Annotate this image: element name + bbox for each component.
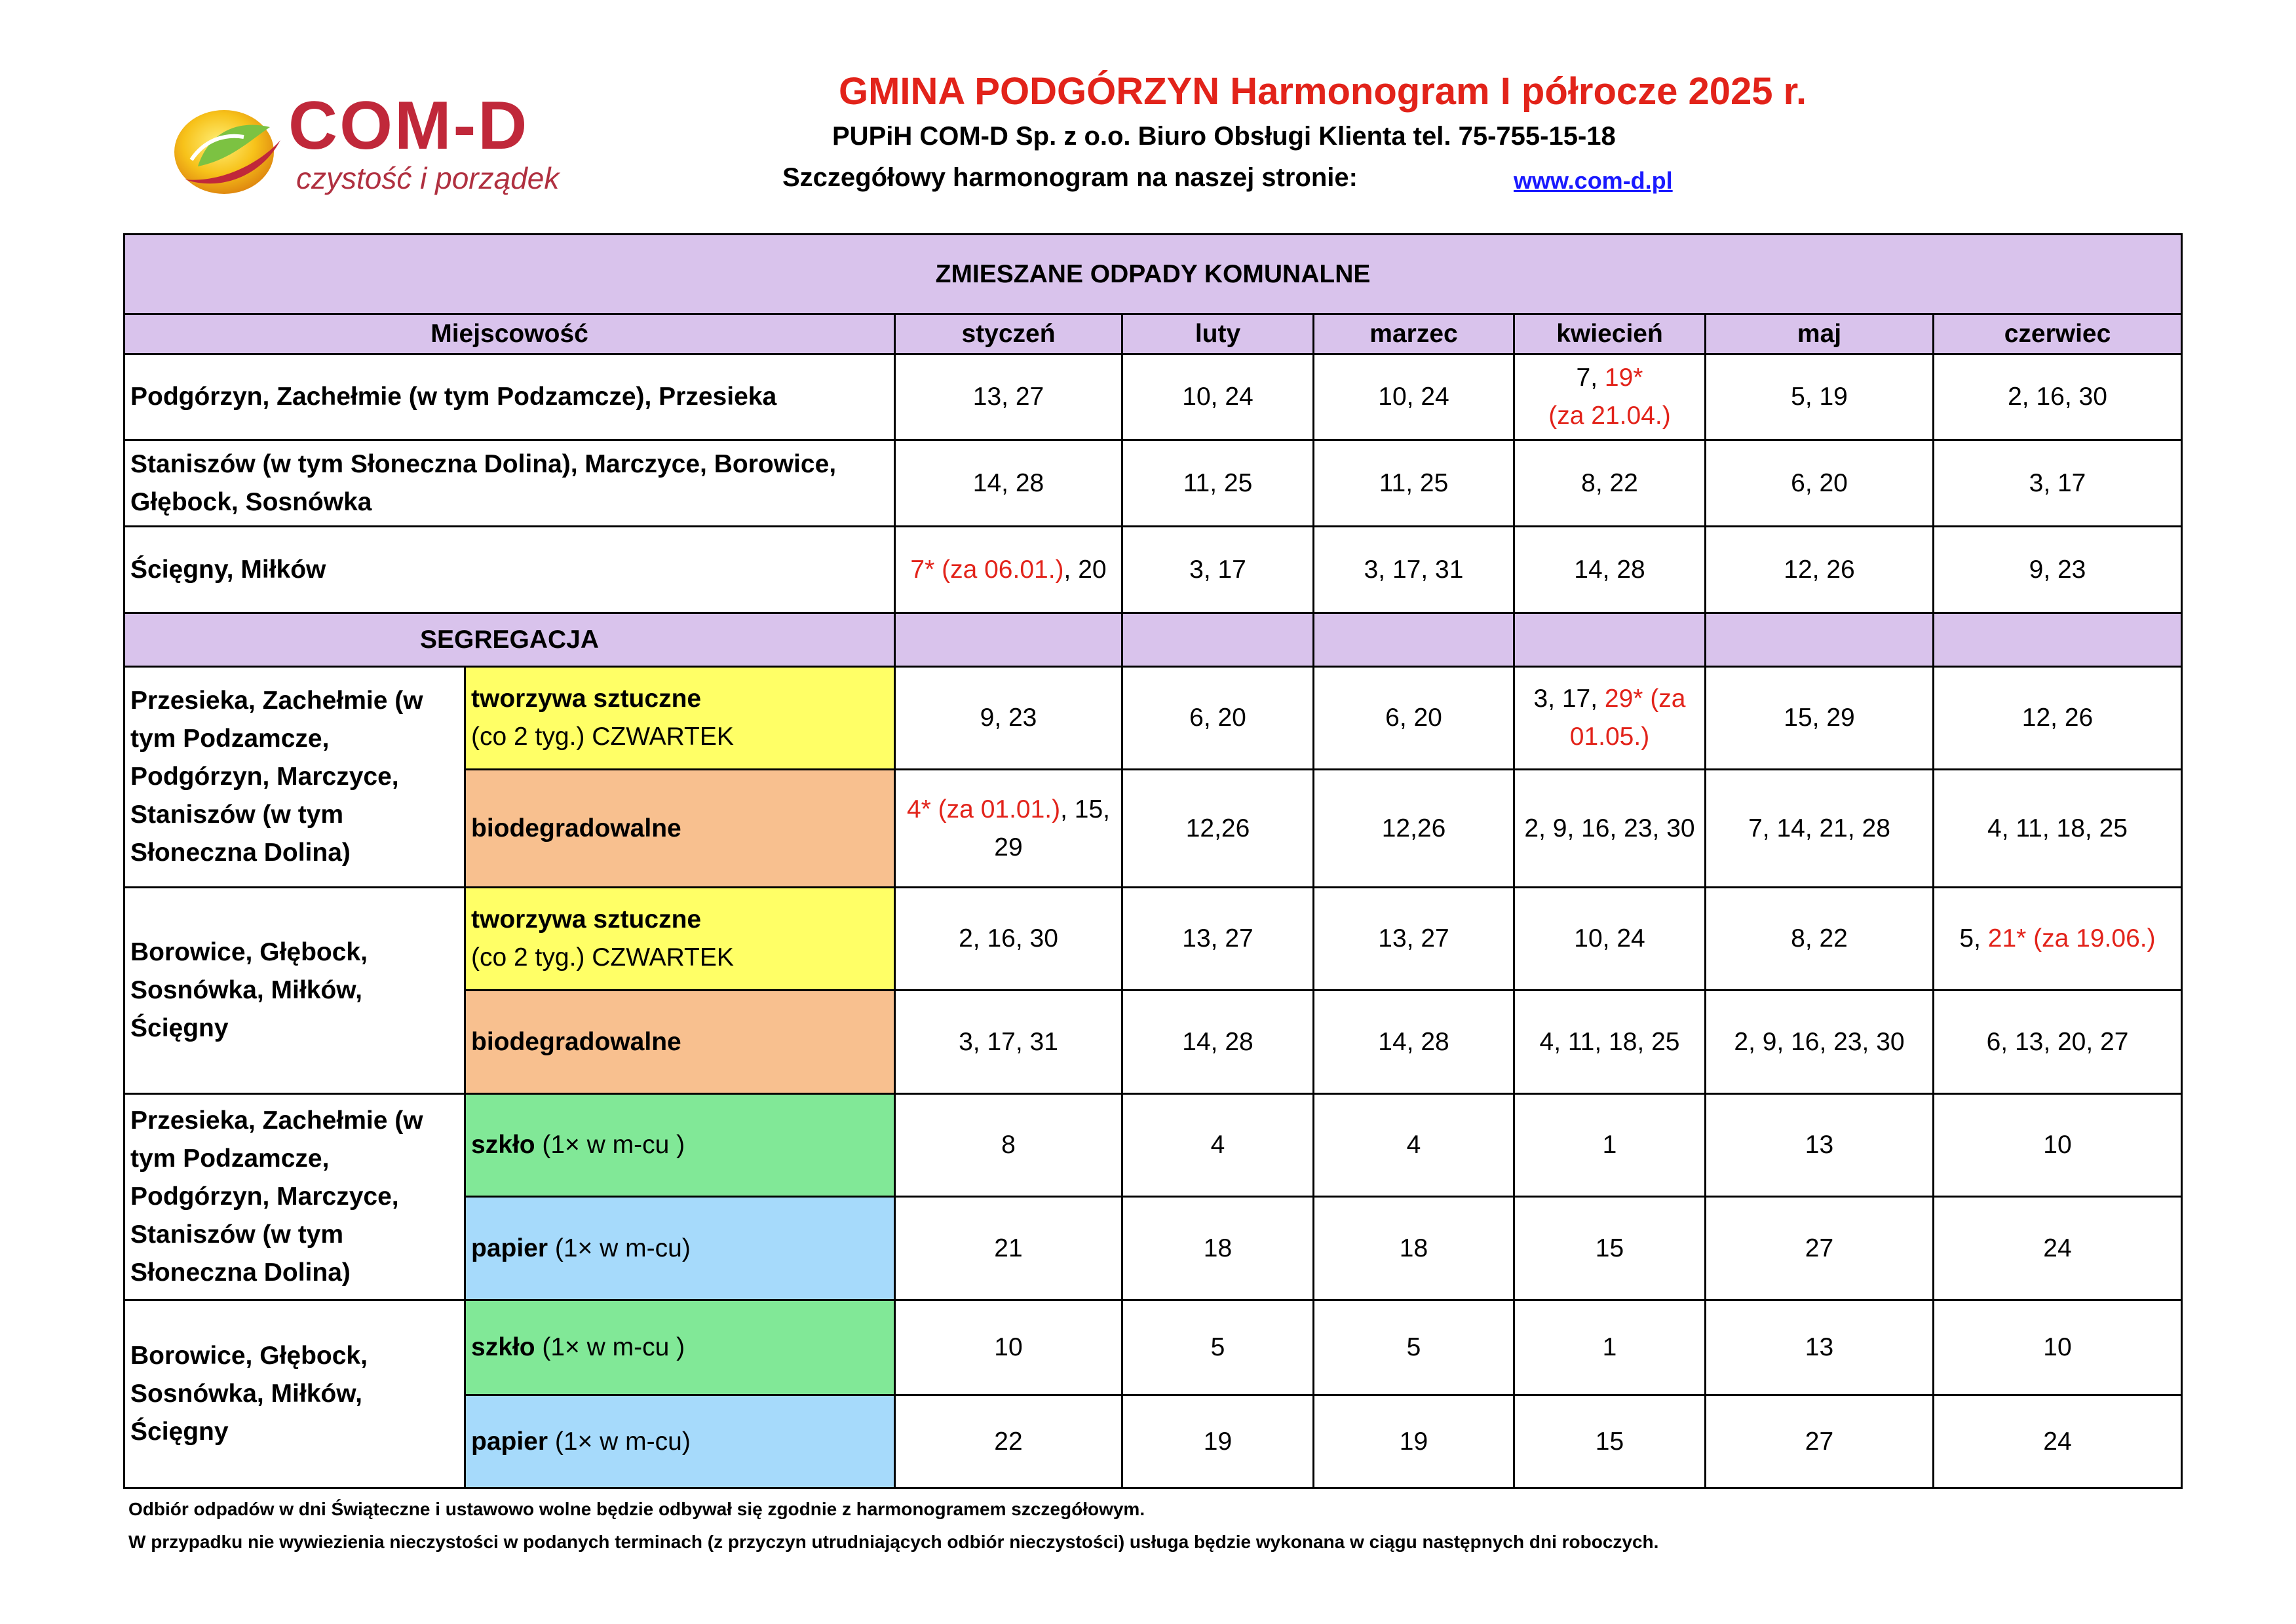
date-cell: 11, 25 [1314, 440, 1514, 527]
date-cell: 13 [1706, 1094, 1934, 1197]
waste-frequency: (1× w m-cu) [548, 1427, 691, 1456]
company-contact: PUPiH COM-D Sp. z o.o. Biuro Obsługi Klienta tel. 75-755-15-18 [832, 122, 1616, 151]
date-cell: 12, 26 [1706, 527, 1934, 613]
month-header-maj: maj [1706, 314, 1934, 354]
table-row [124, 1094, 2182, 1197]
place-cell: Staniszów (w tym Słoneczna Dolina), Marczyce, Borowice, Głębock, Sosnówka [124, 440, 895, 527]
date-cell: 8, 22 [1514, 440, 1706, 527]
table-row [124, 888, 2182, 991]
date-cell: 15 [1514, 1395, 1706, 1488]
table-row [124, 440, 2182, 527]
month-header-marzec: marzec [1314, 314, 1514, 354]
date-cell: 5 [1314, 1300, 1514, 1395]
header-blank [1122, 613, 1314, 667]
date-cell: 4, 11, 18, 25 [1514, 991, 1706, 1094]
waste-type-name: tworzywa sztuczne [471, 905, 702, 934]
header-blank [1706, 613, 1934, 667]
shifted-date: 7* (za 06.01.) [910, 555, 1064, 584]
details-text: Szczegółowy harmonogram na naszej stronie: [782, 163, 1358, 192]
place-header: Miejscowość [124, 314, 895, 354]
date-cell: 18 [1314, 1197, 1514, 1300]
waste-type-paper [465, 1395, 895, 1488]
place-cell: Przesieka, Zachełmie (w tym Podzamcze, Podgórzyn, Marczyce, Staniszów (w tym Słoneczna Dolina) [124, 1094, 465, 1300]
waste-type-plastic [465, 667, 895, 770]
waste-type-bio: biodegradowalne [465, 991, 895, 1094]
date-cell: 8, 22 [1706, 888, 1934, 991]
date-cell [1514, 667, 1706, 770]
date-cell: 10, 24 [1514, 888, 1706, 991]
page-title: GMINA PODGÓRZYN Harmonogram I półrocze 2025 r. [839, 70, 1807, 113]
waste-type-name: papier [471, 1234, 548, 1262]
month-header-czerwiec: czerwiec [1934, 314, 2182, 354]
date-cell: 6, 20 [1314, 667, 1514, 770]
table-row [124, 667, 2182, 770]
date-cell [1934, 888, 2182, 991]
mixed-title-row [124, 235, 2182, 314]
date-cell: 3, 17, 31 [1314, 527, 1514, 613]
date-cell: 13, 27 [895, 354, 1122, 440]
date-cell [1514, 354, 1706, 440]
date-cell: 14, 28 [1122, 991, 1314, 1094]
waste-type-name: papier [471, 1427, 548, 1456]
date-cell: 12, 26 [1934, 667, 2182, 770]
schedule-table [123, 233, 2183, 1489]
footer-note-holidays: Odbiór odpadów w dni Świąteczne i ustawowo wolne będzie odbywał się zgodnie z harmonogramem szczegółowym. [128, 1499, 1145, 1519]
mixed-waste-title: ZMIESZANE ODPADY KOMUNALNE [124, 235, 2182, 314]
date-cell: 14, 28 [1514, 527, 1706, 613]
date-cell: 6, 20 [1122, 667, 1314, 770]
month-header-kwiecien: kwiecień [1514, 314, 1706, 354]
waste-type-name: szkło [471, 1333, 535, 1361]
date-cell: 5 [1122, 1300, 1314, 1395]
waste-frequency: (co 2 tyg.) CZWARTEK [471, 723, 734, 751]
waste-type-name: szkło [471, 1131, 535, 1159]
place-cell: Borowice, Głębock, Sosnówka, Miłków, Ścięgny [124, 1300, 465, 1488]
date-cell: 6, 20 [1706, 440, 1934, 527]
date-cell: 21 [895, 1197, 1122, 1300]
segregation-title: SEGREGACJA [124, 613, 895, 667]
months-header-row [124, 314, 2182, 354]
date-cell: 10 [1934, 1094, 2182, 1197]
date-cell: 24 [1934, 1197, 2182, 1300]
shifted-date: 19* [1604, 364, 1643, 392]
shifted-date: 29* (za 01.05.) [1569, 685, 1686, 751]
date-cell: 2, 16, 30 [1934, 354, 2182, 440]
waste-type-glass [465, 1094, 895, 1197]
website-link[interactable]: www.com-d.pl [1514, 167, 1673, 194]
date-cell: 10 [895, 1300, 1122, 1395]
date-text: , 20 [1063, 555, 1107, 584]
table-row [124, 354, 2182, 440]
shifted-date: 4* (za 01.01.) [906, 795, 1061, 823]
waste-type-bio: biodegradowalne [465, 770, 895, 888]
date-cell [895, 527, 1122, 613]
date-text: 3, 17, [1533, 685, 1605, 713]
table-row [124, 527, 2182, 613]
waste-type-plastic [465, 888, 895, 991]
date-cell: 22 [895, 1395, 1122, 1488]
waste-frequency: (co 2 tyg.) CZWARTEK [471, 943, 734, 972]
date-cell: 2, 9, 16, 23, 30 [1514, 770, 1706, 888]
date-cell: 4 [1314, 1094, 1514, 1197]
leaf-logo-icon [172, 101, 282, 197]
date-cell: 6, 13, 20, 27 [1934, 991, 2182, 1094]
date-cell: 10, 24 [1314, 354, 1514, 440]
date-cell: 3, 17 [1122, 527, 1314, 613]
place-cell: Ścięgny, Miłków [124, 527, 895, 613]
date-cell [895, 770, 1122, 888]
date-cell: 24 [1934, 1395, 2182, 1488]
date-cell: 15, 29 [1706, 667, 1934, 770]
waste-frequency: (1× w m-cu) [548, 1234, 691, 1262]
date-cell: 10 [1934, 1300, 2182, 1395]
date-cell: 19 [1122, 1395, 1314, 1488]
date-cell: 1 [1514, 1094, 1706, 1197]
date-cell: 14, 28 [1314, 991, 1514, 1094]
logo-wordmark: COM-D [288, 88, 529, 164]
waste-type-glass [465, 1300, 895, 1395]
date-cell: 8 [895, 1094, 1122, 1197]
date-cell: 7, 14, 21, 28 [1706, 770, 1934, 888]
date-text: 7, [1576, 364, 1605, 392]
date-cell: 1 [1514, 1300, 1706, 1395]
date-cell: 13, 27 [1314, 888, 1514, 991]
shifted-note: (za 21.04.) [1548, 402, 1671, 430]
company-logo [172, 86, 604, 197]
date-cell: 2, 16, 30 [895, 888, 1122, 991]
waste-type-name: tworzywa sztuczne [471, 685, 702, 713]
month-header-styczen: styczeń [895, 314, 1122, 354]
date-cell: 9, 23 [1934, 527, 2182, 613]
place-cell: Podgórzyn, Zachełmie (w tym Podzamcze), Przesieka [124, 354, 895, 440]
date-cell: 11, 25 [1122, 440, 1314, 527]
date-text: 5, [1959, 924, 1988, 953]
header-blank [1514, 613, 1706, 667]
logo-tagline: czystość i porządek [296, 161, 560, 195]
date-cell: 15 [1514, 1197, 1706, 1300]
shifted-date: 21* (za 19.06.) [1987, 924, 2156, 953]
waste-type-paper [465, 1197, 895, 1300]
date-cell: 2, 9, 16, 23, 30 [1706, 991, 1934, 1094]
footer-note-delay: W przypadku nie wywiezienia nieczystości w podanych terminach (z przyczyn utrudniających odbiór nieczystości) usługa będzie wykonana w ciągu następnych dni roboczych. [128, 1532, 1659, 1552]
date-cell: 3, 17, 31 [895, 991, 1122, 1094]
date-cell: 9, 23 [895, 667, 1122, 770]
header-blank [895, 613, 1122, 667]
date-cell: 5, 19 [1706, 354, 1934, 440]
date-cell: 3, 17 [1934, 440, 2182, 527]
date-cell: 27 [1706, 1197, 1934, 1300]
date-cell: 18 [1122, 1197, 1314, 1300]
date-cell: 14, 28 [895, 440, 1122, 527]
date-cell: 13 [1706, 1300, 1934, 1395]
waste-frequency: (1× w m-cu ) [535, 1333, 685, 1361]
date-cell: 4 [1122, 1094, 1314, 1197]
date-text: , 15, 29 [994, 795, 1111, 861]
date-cell: 10, 24 [1122, 354, 1314, 440]
date-cell: 12,26 [1122, 770, 1314, 888]
date-cell: 13, 27 [1122, 888, 1314, 991]
month-header-luty: luty [1122, 314, 1314, 354]
date-cell: 27 [1706, 1395, 1934, 1488]
header-blank [1934, 613, 2182, 667]
date-cell: 12,26 [1314, 770, 1514, 888]
table-row [124, 1300, 2182, 1395]
date-cell: 4, 11, 18, 25 [1934, 770, 2182, 888]
header-blank [1314, 613, 1514, 667]
place-cell: Borowice, Głębock, Sosnówka, Miłków, Ścięgny [124, 888, 465, 1094]
place-cell: Przesieka, Zachełmie (w tym Podzamcze, Podgórzyn, Marczyce, Staniszów (w tym Słoneczna Dolina) [124, 667, 465, 888]
segregation-header-row [124, 613, 2182, 667]
waste-frequency: (1× w m-cu ) [535, 1131, 685, 1159]
date-cell: 19 [1314, 1395, 1514, 1488]
